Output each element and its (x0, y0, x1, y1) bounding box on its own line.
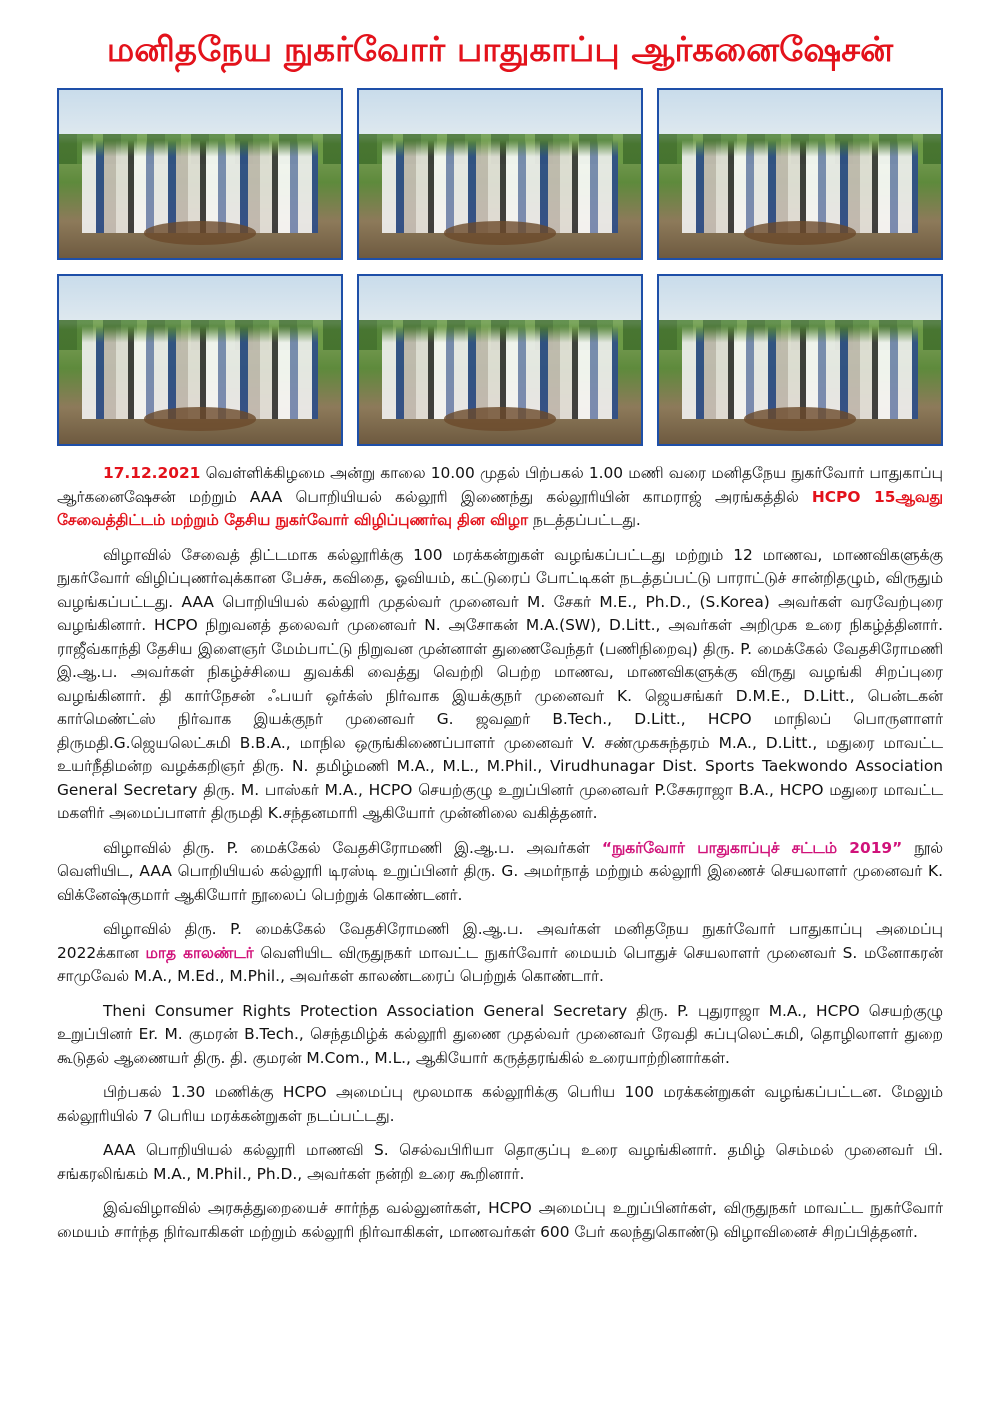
event-photo (357, 88, 643, 260)
event-photo (57, 274, 343, 446)
event-date: 17.12.2021 (103, 464, 201, 482)
event-photo (657, 274, 943, 446)
paragraph-intro: 17.12.2021 வெள்ளிக்கிழமை அன்று காலை 10.00 முதல் பிற்பகல் 1.00 மணி வரை மனிதநேய நுகர்வோர் பாதுகாப்பு ஆர்கனைஷேசன் மற்றும் AAA பொறியியல் கல்லூரி இணைந்து கல்லூரியின் காமராஜ் அரங்கத்தில் HCPO 15ஆவது சேவைத்திட்டம் மற்றும் தேசிய நுகர்வோர் விழிப்புணர்வு தின விழா நடத்தப்பட்டது. (57, 464, 943, 529)
event-photo (657, 88, 943, 260)
paragraph-saplings: பிற்பகல் 1.30 மணிக்கு HCPO அமைப்பு மூலமாக கல்லூரிக்கு பெரிய 100 மரக்கன்றுகள் வழங்கப்பட்டன. மேலும் கல்லூரியில் 7 பெரிய மரக்கன்றுகள் நடப்பட்டது. (57, 1083, 943, 1125)
event-photo (357, 274, 643, 446)
photo-grid (57, 88, 943, 448)
event-name-highlight: HCPO 15ஆவது சேவைத்திட்டம் மற்றும் தேசிய நுகர்வோர் விழிப்புணர்வு தின விழா (57, 487, 943, 529)
paragraph-book-release: விழாவில் திரு. P. மைக்கேல் வேதசிரோமணி இ.ஆ.ப. அவர்கள் “நுகர்வோர் பாதுகாப்புச் சட்டம் 2019” நூல் வெளியிட, AAA பொறியியல் கல்லூரி டிரஸ்டி உறுப்பினர் திரு. G. அமர்நாத் மற்றும் கல்லூரி இணைச் செயலாளர் முனைவர் K. விக்னேஷ்குமார் ஆகியோர் நூலைப் பெற்றுக் கொண்டனர். (57, 838, 944, 904)
calendar-highlight: மாத காலண்டர் (145, 943, 254, 962)
paragraph-closing: இவ்விழாவில் அரசுத்துறையைச் சார்ந்த வல்லுனர்கள், HCPO அமைப்பு உறுப்பினர்கள், விருதுநகர் மாவட்ட நுகர்வோர் மையம் சார்ந்த நிர்வாகிகள் மற்றும் கல்லூரி நிர்வாகிகள், மாணவர்கள் 600 பேர் கலந்துகொண்டு விழாவினைச் சிறப்பித்தனர். (57, 1199, 943, 1241)
paragraph-calendar-release: விழாவில் திரு. P. மைக்கேல் வேதசிரோமணி இ.ஆ.ப. அவர்கள் மனிதநேய நுகர்வோர் பாதுகாப்பு அமைப்பு 2022க்கான மாத காலண்டர் வெளியிட விருதுநகர் மாவட்ட நுகர்வோர் மையம் பொதுச் செயலாளர் முனைவர் S. மனோகரன் சாமுவேல் M.A., M.Ed., M.Phil., அவர்கள் காலண்டரைப் பெற்றுக் கொண்டார். (57, 920, 944, 985)
article-body (57, 462, 943, 1255)
book-title-highlight: “நுகர்வோர் பாதுகாப்புச் சட்டம் 2019” (601, 838, 903, 857)
paragraph-thanks: AAA பொறியியல் கல்லூரி மாணவி S. செல்வபிரியா தொகுப்பு உரை வழங்கினார். தமிழ் செம்மல் முனைவர் பி. சங்கரலிங்கம் M.A., M.Phil., Ph.D., அவர்கள் நன்றி உரை கூறினார். (57, 1141, 943, 1183)
page-title: மனிதநேய நுகர்வோர் பாதுகாப்பு ஆர்கனைஷேசன் (106, 30, 894, 70)
paragraph-speakers: Theni Consumer Rights Protection Association General Secretary திரு. P. புதுராஜா M.A., HCPO செயற்குழு உறுப்பினர் Er. M. குமரன் B.Tech., செந்தமிழ்க் கல்லூரி துணை முதல்வர் முனைவர் ரேவதி சுப்புலெட்சுமி, தொழிலாளர் துறை கூடுதல் ஆணையர் திரு. தி. குமரன் M.Com., M.L., ஆகியோர் கருத்தரங்கில் உரையாற்றினார்கள். (57, 1001, 943, 1067)
paragraph-guests: விழாவில் சேவைத் திட்டமாக கல்லூரிக்கு 100 மரக்கன்றுகள் வழங்கப்பட்டது மற்றும் 12 மாணவ, மாணவிகளுக்கு நுகர்வோர் விழிப்புணர்வுக்கான பேச்சு, கவிதை, ஓவியம், கட்டுரைப் போட்டிகள் நடத்தப்பட்டு பாராட்டுச் சான்றிதழும், விருதும் வழங்கப்பட்டது. AAA பொறியியல் கல்லூரி முதல்வர் முனைவர் M. சேகர் M.E., Ph.D., (S.Korea) அவர்கள் வரவேற்புரை வழங்கினார். HCPO நிறுவனத் தலைவர் முனைவர் N. அசோகன் M.A.(SW), D.Litt., அவர்கள் அறிமுக உரை நிகழ்த்தினார். ராஜீவ்காந்தி தேசிய இளைஞர் மேம்பாட்டு நிறுவன முன்னாள் துணைவேந்தர் (பணிநிறைவு) திரு. P. மைக்கேல் வேதசிரோமணி இ.ஆ.ப. அவர்கள் நிகழ்ச்சியை துவக்கி வைத்து வெற்றி பெற்ற மாணவ, மாணவிகளுக்கு விருது வழங்கி சிறப்புரை வழங்கினார். தி கார்நேசன் ஃபயர் ஒர்க்ஸ் நிர்வாக இயக்குநர் முனைவர் K. ஜெயசங்கர் D.M.E., D.Litt., பென்டகன் கார்மெண்ட்ஸ் நிர்வாக இயக்குநர் முனைவர் G. ஜவஹர் B.Tech., D.Litt., HCPO மாநிலப் பொருளாளர் திருமதி.G.ஜெயலெட்சுமி B.B.A., மாநில ஒருங்கிணைப்பாளர் முனைவர் V. சண்முகசுந்தரம் M.A., D.Litt., மதுரை மாவட்ட உயர்நீதிமன்ற வழக்கறிஞர் திரு. N. தமிழ்மணி M.A., M.L., M.Phil., Virudhunagar Dist. Sports Taekwondo Association General Secretary திரு. M. பாஸ்கர் M.A., HCPO செயற்குழு உறுப்பினர் முனைவர் P.சேசுராஜா B.A., HCPO மதுரை மாவட்ட மகளிர் அமைப்பாளர் திருமதி K.சந்தனமாரி ஆகியோர் முன்னிலை வகித்தனர். (57, 545, 943, 822)
event-photo (57, 88, 343, 260)
